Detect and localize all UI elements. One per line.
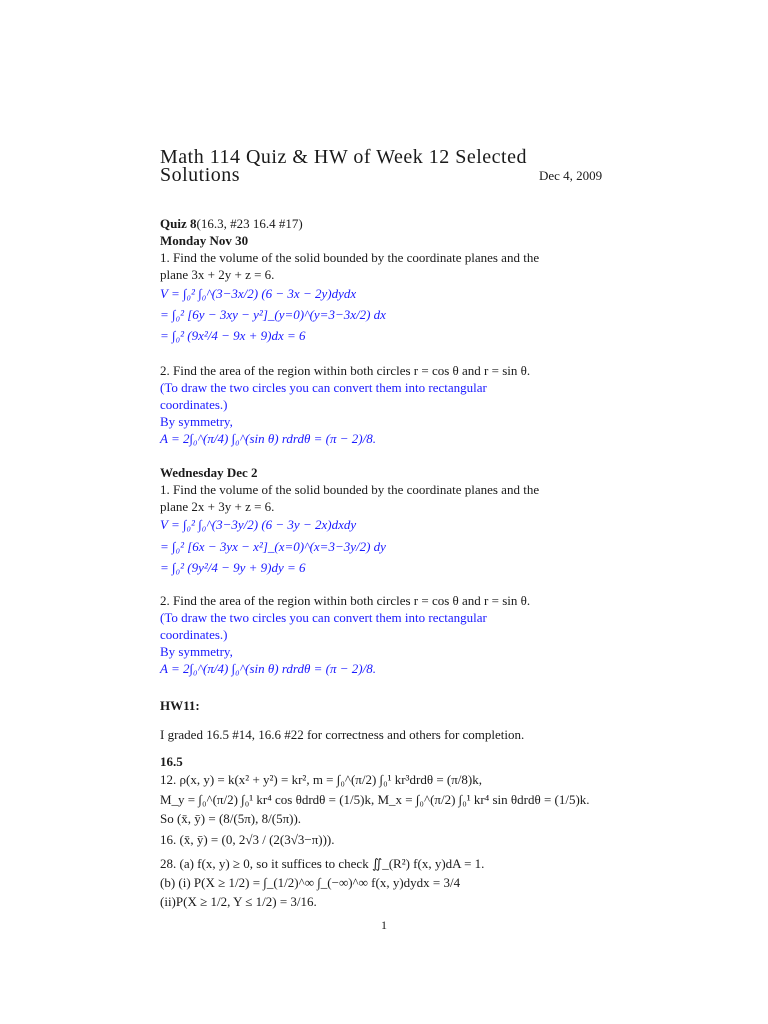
title-line-2: Solutions bbox=[160, 164, 241, 186]
wednesday-problem-2-solution-2: coordinates.) bbox=[160, 627, 228, 642]
monday-problem-2-line-1: 2. Find the area of the region within both circles r = cos θ and r = sin θ. bbox=[160, 363, 531, 378]
hw-section-heading: 16.5 bbox=[160, 754, 183, 769]
hw-heading: HW11: bbox=[160, 698, 200, 713]
hw-line: M_y = ∫₀^(π/2) ∫₀¹ kr⁴ cos θdrdθ = (1/5)k, M_x = ∫₀^(π/2) ∫₀¹ kr⁴ sin θdrdθ = (1/5)k. bbox=[160, 792, 590, 807]
monday-problem-2-solution-1: (To draw the two circles you can convert them into rectangular bbox=[160, 380, 487, 395]
wednesday-problem-1-line-2: plane 2x + 3y + z = 6. bbox=[160, 499, 275, 514]
hw-line: 12. ρ(x, y) = k(x² + y²) = kr², m = ∫₀^(π/2) ∫₀¹ kr³drdθ = (π/8)k, bbox=[160, 772, 482, 787]
monday-problem-2-solution-4: A = 2∫₀^(π/4) ∫₀^(sin θ) rdrdθ = (π − 2)/8. bbox=[160, 431, 376, 446]
wednesday-problem-2-line-1: 2. Find the area of the region within both circles r = cos θ and r = sin θ. bbox=[160, 593, 531, 608]
wednesday-problem-1-solution-1: V = ∫₀² ∫₀^(3−3y/2) (6 − 3y − 2x)dxdy bbox=[160, 517, 357, 532]
quiz-heading-row bbox=[160, 215, 303, 232]
hw-line: So (x̄, ȳ) = (8/(5π), 8/(5π)). bbox=[160, 811, 302, 826]
hw-line: 28. (a) f(x, y) ≥ 0, so it suffices to check ∬_(R²) f(x, y)dA = 1. bbox=[160, 856, 485, 871]
wednesday-heading: Wednesday Dec 2 bbox=[160, 465, 258, 480]
monday-problem-1-line-2: plane 3x + 2y + z = 6. bbox=[160, 267, 275, 282]
monday-heading: Monday Nov 30 bbox=[160, 233, 249, 248]
title-line-1: Math 114 Quiz & HW of Week 12 Selected bbox=[160, 146, 527, 168]
monday-problem-2-solution-2: coordinates.) bbox=[160, 397, 228, 412]
monday-problem-2-solution-3: By symmetry, bbox=[160, 414, 233, 429]
wednesday-problem-1-line-1: 1. Find the volume of the solid bounded by the coordinate planes and the bbox=[160, 482, 540, 497]
document-date: Dec 4, 2009 bbox=[539, 168, 603, 183]
monday-problem-1-solution-1: V = ∫₀² ∫₀^(3−3x/2) (6 − 3x − 2y)dydx bbox=[160, 286, 357, 301]
monday-problem-1-solution-2: = ∫₀² [6y − 3xy − y²]_(y=0)^(y=3−3x/2) dx bbox=[160, 307, 386, 322]
wednesday-problem-2-solution-3: By symmetry, bbox=[160, 644, 233, 659]
wednesday-problem-1-solution-3: = ∫₀² (9y²/4 − 9y + 9)dy = 6 bbox=[160, 560, 306, 575]
wednesday-problem-2-solution-4: A = 2∫₀^(π/4) ∫₀^(sin θ) rdrdθ = (π − 2)/8. bbox=[160, 661, 376, 676]
wednesday-problem-1-solution-2: = ∫₀² [6x − 3yx − x²]_(x=0)^(x=3−3y/2) dy bbox=[160, 539, 386, 554]
monday-problem-1-line-1: 1. Find the volume of the solid bounded by the coordinate planes and the bbox=[160, 250, 540, 265]
monday-problem-1-solution-3: = ∫₀² (9x²/4 − 9x + 9)dx = 6 bbox=[160, 328, 306, 343]
quiz-heading-ref: (16.3, #23 16.4 #17) bbox=[196, 216, 303, 231]
quiz-heading: Quiz 8 bbox=[160, 216, 197, 231]
hw-line: (b) (i) P(X ≥ 1/2) = ∫_(1/2)^∞ ∫_(−∞)^∞ f(x, y)dydx = 3/4 bbox=[160, 875, 461, 890]
hw-line: 16. (x̄, ȳ) = (0, 2√3 / (2(3√3−π))). bbox=[160, 832, 335, 847]
page-number: 1 bbox=[381, 918, 387, 932]
wednesday-problem-2-solution-1: (To draw the two circles you can convert them into rectangular bbox=[160, 610, 487, 625]
hw-grading-note: I graded 16.5 #14, 16.6 #22 for correctness and others for completion. bbox=[160, 727, 525, 742]
hw-line: (ii)P(X ≥ 1/2, Y ≤ 1/2) = 3/16. bbox=[160, 894, 317, 909]
